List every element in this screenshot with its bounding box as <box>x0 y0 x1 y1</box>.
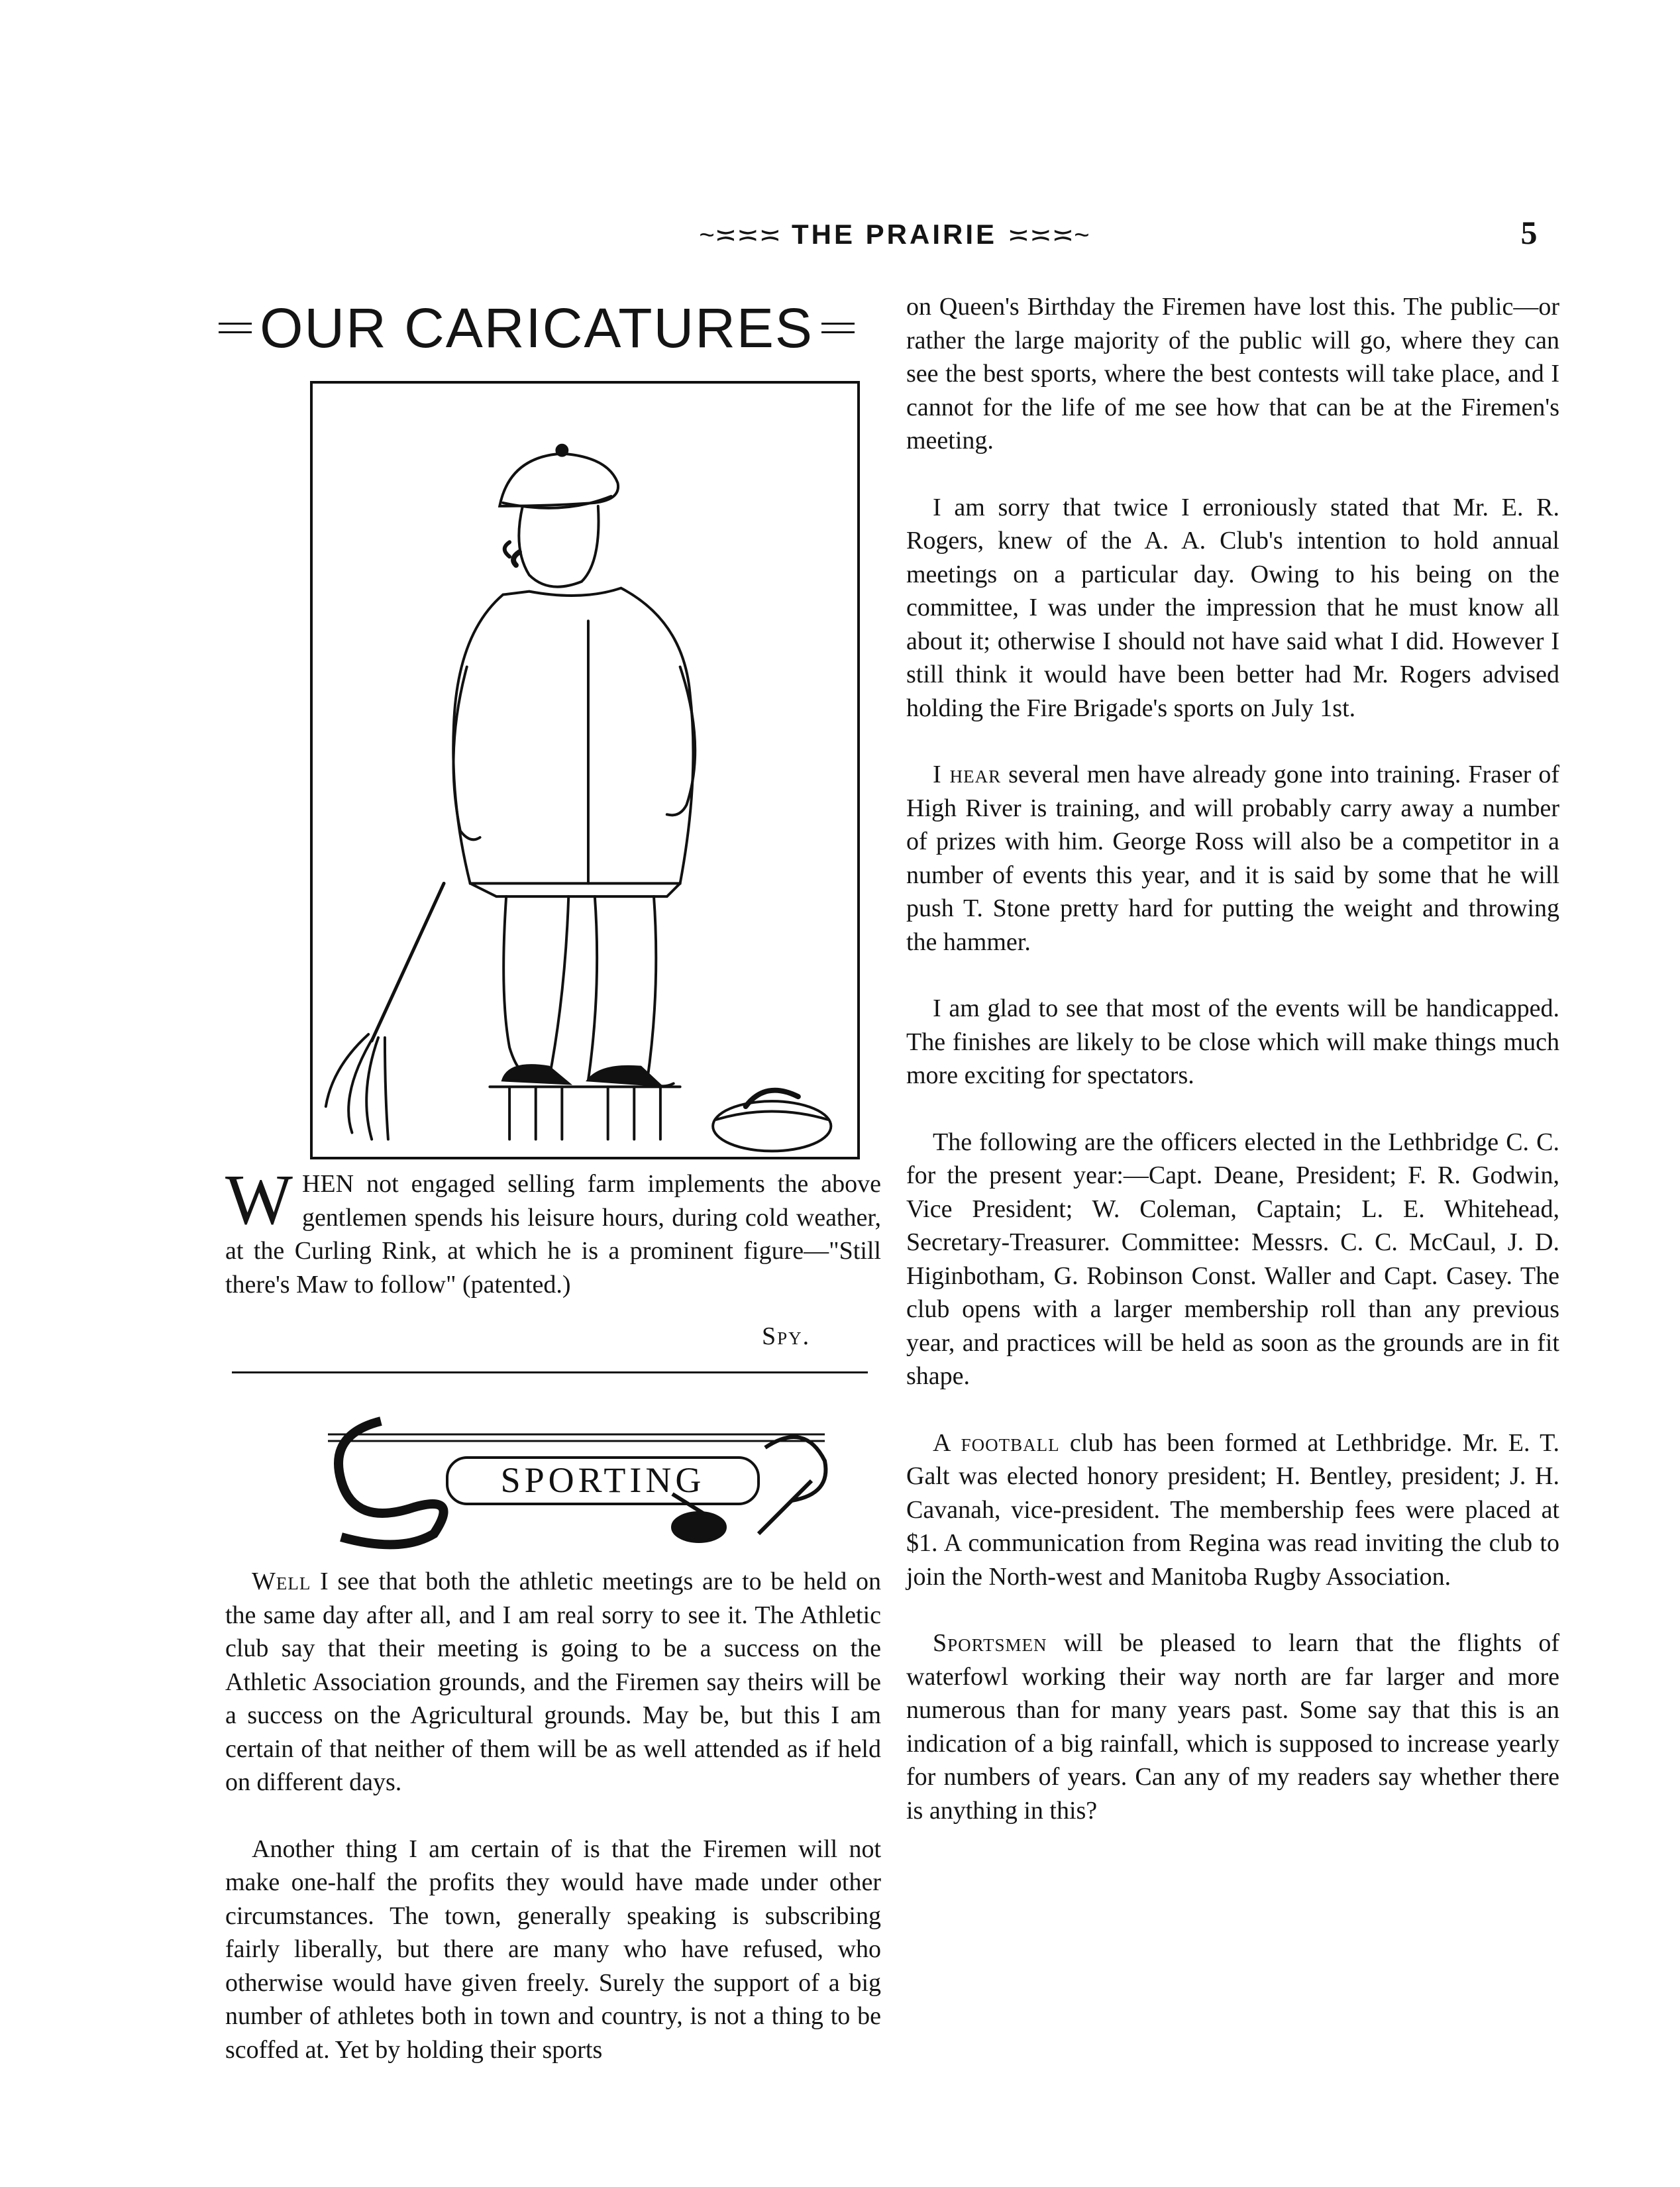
paragraph-text: I see that both the athletic meetings are to be held on the same day after all, and I am real sorry to see it. The Athletic club say that their meeting is going to be a success on the Athletic Association grounds, and the Firemen say theirs will be a success on the Agricultural grounds. May be, but this I am certain of that neither of them will be as well attended as if held on different days. <box>225 1568 881 1796</box>
paragraph-gap <box>906 725 1559 758</box>
sporting-banner-label: SPORTING <box>500 1460 706 1500</box>
article-paragraph <box>906 491 1559 725</box>
curler-drawing-icon <box>313 384 857 1157</box>
sporting-left-column <box>225 1565 881 2066</box>
header-ornament-left: ~≍≍≍ <box>699 221 782 250</box>
header-ornament-right: ≍≍≍~ <box>1007 221 1090 250</box>
paragraph-text: several men have already gone into training. Fraser of High River is training, and will probably carry away a number of prizes with him. George Ross will also be a competitor in a number of events this year, and it is said by some that he will push T. Stone pretty hard for putting the weight and throwing the hammer. <box>906 761 1559 956</box>
paragraph-text: I am sorry that twice I erroniously stated that Mr. E. R. Rogers, knew of the A. A. Club's intention to hold annual meetings on a particular day. Owing to his being on the committee, I was under the impression that he must know all about it; otherwise I should not have said what I did. However I still think it would have been better had Mr. Rogers advised holding the Fire Brigade's sports on July 1st. <box>906 493 1559 722</box>
page-number: 5 <box>1520 214 1538 251</box>
running-header <box>596 219 1192 258</box>
paragraph-lead-in: Sportsmen <box>933 1629 1047 1657</box>
paragraph-text: The following are the officers elected in the Lethbridge C. C. for the present year:—Capt. Deane, President; F. R. Godwin, Vice President; W. Coleman, Captain; L. E. Whitehead, Secretary-Treasurer. Committee: Messrs. C. C. McCaul, J. D. Higinbotham, G. Robinson Const. Waller and Capt. Casey. The club opens with a larger membership roll than any previous year, and practices will be held as soon as the grounds are in fit shape. <box>906 1128 1559 1390</box>
article-paragraph <box>225 1565 881 1799</box>
article-paragraph <box>906 1426 1559 1594</box>
paragraph-text: will be pleased to learn that the flights of waterfowl working their way north are far larger and more numerous than for many years past. Some say that this is an indication of a big rainfall, which is supposed to increase yearly for numbers of years. Can any of my readers say whether there is anything in this? <box>906 1629 1559 1825</box>
paragraph-text: Another thing I am certain of is that the Firemen will not make one-half the profits they would have made under other circumstances. The town, generally speaking is subscribing fairly liberally, but there are many who have refused, who otherwise would have given freely. Surely the support of a big number of athletes both in town and country, is not a thing to be scoffed at. Yet by holding their sports <box>225 1835 881 2064</box>
article-paragraph <box>225 1833 881 2067</box>
article-paragraph <box>906 290 1559 458</box>
paragraph-gap <box>906 1093 1559 1126</box>
caricatures-heading-text: OUR CARICATURES <box>260 297 814 359</box>
caricature-illustration <box>310 381 860 1159</box>
caption-signature: Spy. <box>762 1322 811 1350</box>
sporting-banner <box>301 1395 845 1554</box>
paragraph-text: I am glad to see that most of the events will be handicapped. The finishes are likely to be close which will make things much more exciting for spectators. <box>906 994 1559 1089</box>
caption-text: HEN not engaged selling farm implements the above gentlemen spends his leisure hours, during cold weather, at the Curling Rink, at which he is a prominent figure—"Still there's Maw to follow" (patented.) <box>225 1170 881 1299</box>
heading-rule-right <box>821 323 855 333</box>
publication-title: THE PRAIRIE <box>791 219 998 250</box>
article-paragraph <box>906 992 1559 1093</box>
paragraph-gap <box>906 1593 1559 1627</box>
caricatures-heading <box>219 292 855 364</box>
paragraph-gap <box>225 1799 881 1833</box>
paragraph-text: on Queen's Birthday the Firemen have lost this. The public—or rather the large majority of the public will go, where they can see the best sports, where the best contests will take place, and I cannot for the life of me see how that can be at the Firemen's meeting. <box>906 293 1559 454</box>
section-divider <box>232 1371 868 1373</box>
paragraph-lead-in: Well <box>252 1568 311 1595</box>
article-paragraph <box>906 758 1559 959</box>
article-paragraph <box>906 1126 1559 1393</box>
paragraph-lead-in: I hear <box>933 761 1002 788</box>
caricature-caption <box>225 1161 881 1301</box>
paragraph-text: club has been formed at Lethbridge. Mr. E. T. Galt was elected honory president; H. Bentley, president; J. H. Cavanah, vice-president. The membership fees were placed at $1. A communication from Regina was read inviting the club to join the North-west and Manitoba Rugby Association. <box>906 1428 1559 1591</box>
paragraph-gap <box>906 959 1559 992</box>
caption-dropcap: W <box>225 1161 293 1240</box>
heading-rule-left <box>219 323 252 333</box>
paragraph-gap <box>906 458 1559 491</box>
paragraph-lead-in: A football <box>933 1428 1060 1457</box>
sporting-banner-icon <box>301 1395 845 1554</box>
paragraph-gap <box>906 1393 1559 1426</box>
sporting-right-column <box>906 290 1559 1827</box>
article-paragraph <box>906 1627 1559 1827</box>
